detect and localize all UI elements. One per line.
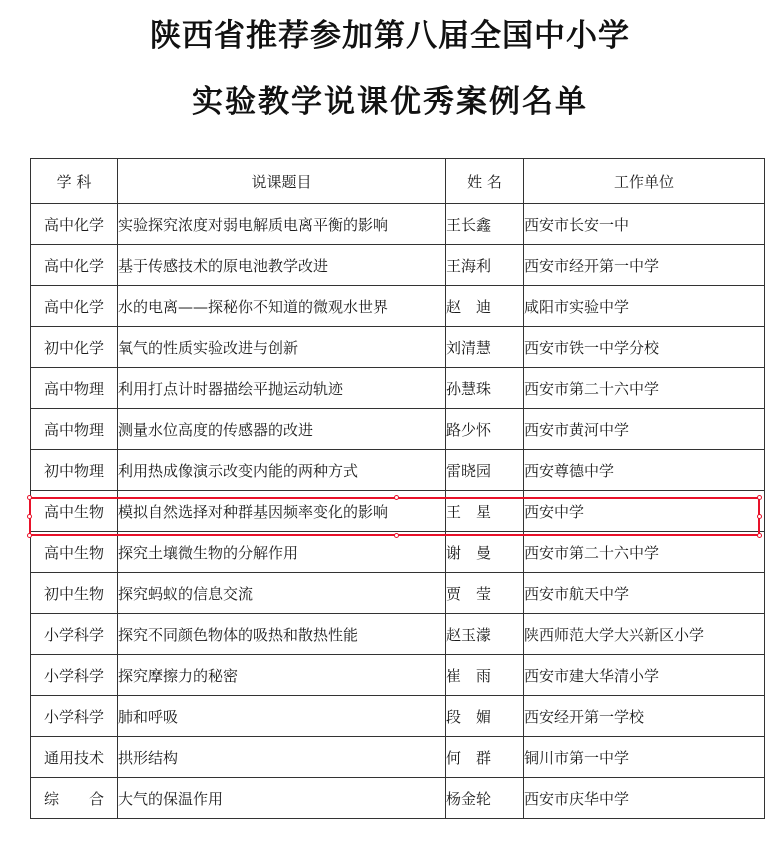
subject-cell: 高中生物 bbox=[31, 491, 118, 532]
table-header bbox=[31, 159, 765, 204]
topic-cell: 探究土壤微生物的分解作用 bbox=[118, 532, 446, 573]
topic-cell: 测量水位高度的传感器的改进 bbox=[118, 409, 446, 450]
name-cell: 赵玉濛 bbox=[446, 614, 524, 655]
table-row-highlighted bbox=[31, 491, 765, 532]
table-row bbox=[31, 778, 765, 819]
header-name: 姓 名 bbox=[446, 159, 524, 204]
name-cell: 雷晓园 bbox=[446, 450, 524, 491]
subject-cell: 初中化学 bbox=[31, 327, 118, 368]
name-cell: 贾 莹 bbox=[446, 573, 524, 614]
subject-cell: 小学科学 bbox=[31, 614, 118, 655]
unit-cell: 西安中学 bbox=[524, 491, 765, 532]
unit-cell: 西安市第二十六中学 bbox=[524, 368, 765, 409]
unit-cell: 西安市第二十六中学 bbox=[524, 532, 765, 573]
subject-cell: 综 合 bbox=[31, 778, 118, 819]
subject-cell: 初中生物 bbox=[31, 573, 118, 614]
unit-cell: 西安市经开第一中学 bbox=[524, 245, 765, 286]
header-topic: 说课题目 bbox=[118, 159, 446, 204]
table-row bbox=[31, 696, 765, 737]
subject-cell: 通用技术 bbox=[31, 737, 118, 778]
document-title-line-2: 实验教学说课优秀案例名单 bbox=[192, 84, 588, 120]
unit-cell: 陕西师范大学大兴新区小学 bbox=[524, 614, 765, 655]
topic-cell: 肺和呼吸 bbox=[118, 696, 446, 737]
topic-cell: 拱形结构 bbox=[118, 737, 446, 778]
topic-cell: 探究不同颜色物体的吸热和散热性能 bbox=[118, 614, 446, 655]
subject-cell: 小学科学 bbox=[31, 696, 118, 737]
name-cell: 王海利 bbox=[446, 245, 524, 286]
unit-cell: 铜川市第一中学 bbox=[524, 737, 765, 778]
header-unit: 工作单位 bbox=[524, 159, 765, 204]
unit-cell: 西安尊德中学 bbox=[524, 450, 765, 491]
topic-cell: 大气的保温作用 bbox=[118, 778, 446, 819]
name-cell: 何 群 bbox=[446, 737, 524, 778]
unit-cell: 西安市庆华中学 bbox=[524, 778, 765, 819]
topic-cell: 模拟自然选择对种群基因频率变化的影响 bbox=[118, 491, 446, 532]
subject-cell: 高中化学 bbox=[31, 286, 118, 327]
name-cell: 路少怀 bbox=[446, 409, 524, 450]
subject-cell: 高中物理 bbox=[31, 368, 118, 409]
topic-cell: 利用热成像演示改变内能的两种方式 bbox=[118, 450, 446, 491]
header-row bbox=[31, 159, 765, 204]
unit-cell: 西安经开第一学校 bbox=[524, 696, 765, 737]
subject-cell: 高中生物 bbox=[31, 532, 118, 573]
name-cell: 段 媚 bbox=[446, 696, 524, 737]
name-cell: 王 星 bbox=[446, 491, 524, 532]
table-row bbox=[31, 532, 765, 573]
table-row bbox=[31, 737, 765, 778]
document-title-line-1: 陕西省推荐参加第八届全国中小学 bbox=[150, 18, 630, 54]
table-row bbox=[31, 573, 765, 614]
table-body bbox=[31, 204, 765, 819]
table-row bbox=[31, 327, 765, 368]
topic-cell: 基于传感技术的原电池教学改进 bbox=[118, 245, 446, 286]
name-cell: 赵 迪 bbox=[446, 286, 524, 327]
name-cell: 崔 雨 bbox=[446, 655, 524, 696]
unit-cell: 西安市航天中学 bbox=[524, 573, 765, 614]
unit-cell: 西安市长安一中 bbox=[524, 204, 765, 245]
subject-cell: 初中物理 bbox=[31, 450, 118, 491]
name-cell: 刘清慧 bbox=[446, 327, 524, 368]
unit-cell: 咸阳市实验中学 bbox=[524, 286, 765, 327]
table-row bbox=[31, 286, 765, 327]
name-cell: 杨金轮 bbox=[446, 778, 524, 819]
name-cell: 王长鑫 bbox=[446, 204, 524, 245]
unit-cell: 西安市黄河中学 bbox=[524, 409, 765, 450]
winners-table bbox=[30, 158, 765, 819]
topic-cell: 利用打点计时器描绘平抛运动轨迹 bbox=[118, 368, 446, 409]
subject-cell: 小学科学 bbox=[31, 655, 118, 696]
table-row bbox=[31, 409, 765, 450]
topic-cell: 水的电离——探秘你不知道的微观水世界 bbox=[118, 286, 446, 327]
unit-cell: 西安市铁一中学分校 bbox=[524, 327, 765, 368]
table-row bbox=[31, 204, 765, 245]
header-subject: 学 科 bbox=[31, 159, 118, 204]
topic-cell: 实验探究浓度对弱电解质电离平衡的影响 bbox=[118, 204, 446, 245]
unit-cell: 西安市建大华清小学 bbox=[524, 655, 765, 696]
subject-cell: 高中化学 bbox=[31, 245, 118, 286]
table-row bbox=[31, 368, 765, 409]
table-row bbox=[31, 450, 765, 491]
table-row bbox=[31, 245, 765, 286]
table-row bbox=[31, 614, 765, 655]
topic-cell: 氧气的性质实验改进与创新 bbox=[118, 327, 446, 368]
table-row bbox=[31, 655, 765, 696]
name-cell: 孙慧珠 bbox=[446, 368, 524, 409]
topic-cell: 探究蚂蚁的信息交流 bbox=[118, 573, 446, 614]
subject-cell: 高中化学 bbox=[31, 204, 118, 245]
topic-cell: 探究摩擦力的秘密 bbox=[118, 655, 446, 696]
subject-cell: 高中物理 bbox=[31, 409, 118, 450]
name-cell: 谢 曼 bbox=[446, 532, 524, 573]
